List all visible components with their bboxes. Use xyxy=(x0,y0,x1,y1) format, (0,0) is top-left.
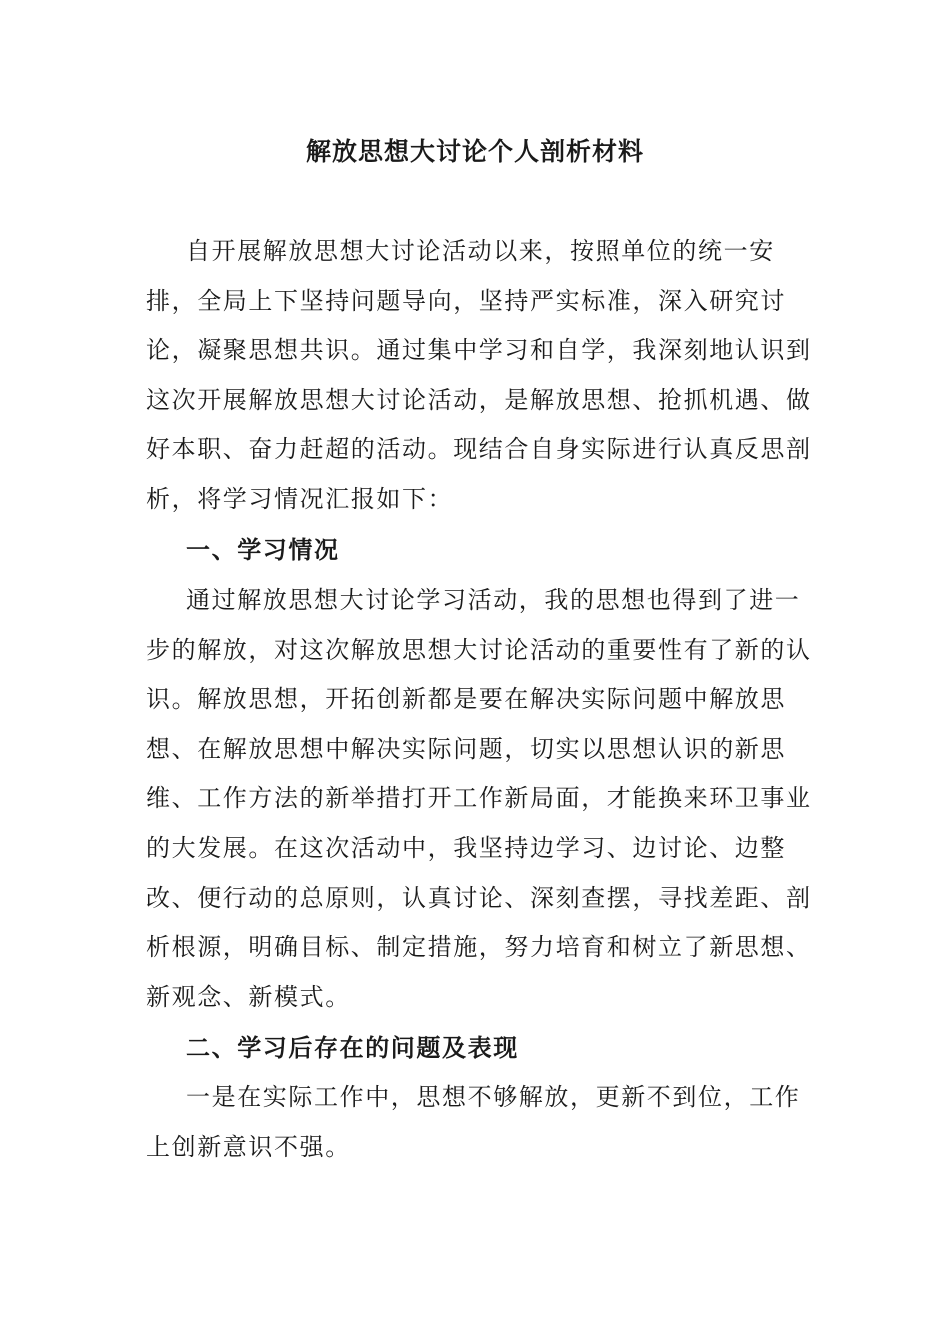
section-heading-problems: 二、学习后存在的问题及表现 xyxy=(186,1034,519,1062)
intro-paragraph: 自开展解放思想大讨论活动以来，按照单位的统一安排，全局上下坚持问题导向，坚持严实标准，深入研究讨论，凝聚思想共识。通过集中学习和自学，我深刻地认识到这次开展解放思想大讨论活动，是解放思想、抢抓机遇、做好本职、奋力赶超的活动。现结合自身实际进行认真反思剖析，将学习情况汇报如下： xyxy=(146,237,812,513)
section-paragraph-problems: 一是在实际工作中，思想不够解放，更新不到位，工作上创新意识不强。 xyxy=(146,1083,801,1161)
document-title: 解放思想大讨论个人剖析材料 xyxy=(305,137,644,166)
section-heading-study: 一、学习情况 xyxy=(186,536,340,564)
section-paragraph-study: 通过解放思想大讨论学习活动，我的思想也得到了进一步的解放，对这次解放思想大讨论活动的重要性有了新的认识。解放思想，开拓创新都是要在解决实际问题中解放思想、在解放思想中解决实际问题，切实以思想认识的新思维、工作方法的新举措打开工作新局面，才能换来环卫事业的大发展。在这次活动中，我坚持边学习、边讨论、边整改、便行动的总原则，认真讨论、深刻查摆，寻找差距、剖析根源，明确目标、制定措施，努力培育和树立了新思想、新观念、新模式。 xyxy=(146,586,812,1011)
